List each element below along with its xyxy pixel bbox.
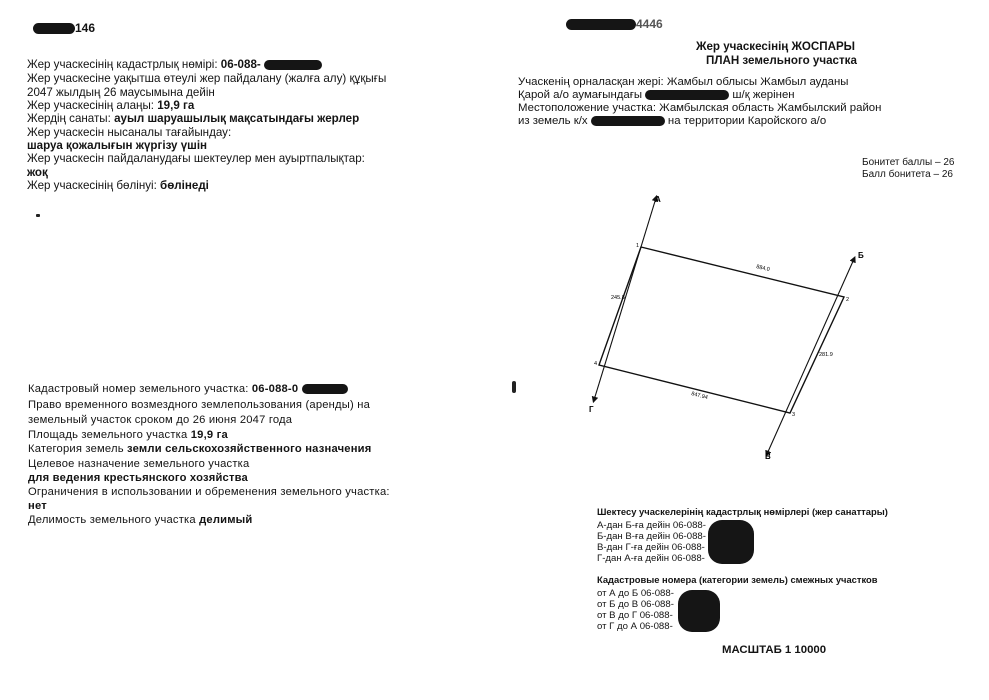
land-plot-plan bbox=[490, 190, 989, 470]
kz-area: Жер учаскесінің алаңы: 19,9 га bbox=[27, 99, 195, 112]
plan-scale: МАСШТАБ 1 10000 bbox=[722, 644, 827, 656]
neighbors-ru-row: от Г до А 06-088- bbox=[597, 621, 673, 632]
plan-title-kz: Жер учаскесінің ЖОСПАРЫ bbox=[696, 40, 856, 53]
neighbors-kz-row: Б-дан В-ға дейін 06-088- bbox=[597, 531, 706, 542]
ru-purpose-label: Целевое назначение земельного участка bbox=[28, 458, 250, 470]
ru-divisibility: Делимость земельного участка делимый bbox=[28, 514, 253, 526]
neighbors-ru-row: от В до Г 06-088- bbox=[597, 610, 673, 621]
scan-speck bbox=[512, 381, 516, 393]
ru-cadastral-number: Кадастровый номер земельного участка: 06-088-0 bbox=[28, 383, 348, 396]
side-length-1-2: 884.0 bbox=[755, 264, 771, 274]
direction-b: Б bbox=[858, 251, 864, 260]
doc-number: 146 bbox=[33, 22, 95, 35]
direction-v: В bbox=[765, 452, 771, 461]
side-length-4-1: 245.8 bbox=[611, 295, 625, 301]
location-ru-line1: Местоположение участка: Жамбылская область Жамбылский район bbox=[518, 102, 882, 114]
ru-category: Категория земель земли сельскохозяйственного назначения bbox=[28, 443, 372, 455]
neighbors-kz-row: Г-дан А-ға дейін 06-088- bbox=[597, 553, 705, 564]
kz-cadastral-number: Жер учаскесінің кадастрлық нөмірі: 06-088- bbox=[27, 58, 322, 71]
location-ru-line2: из земель к/х на территории Каройского а/о bbox=[518, 115, 827, 127]
kz-restrictions-value: жоқ bbox=[27, 166, 48, 179]
kz-use-right-line1: Жер учаскесіне уақытша өтеулі жер пайдалану (жалға алу) құқығы bbox=[27, 72, 387, 85]
neighbors-ru-row: от А до Б 06-088- bbox=[597, 588, 674, 599]
corner-2: 2 bbox=[846, 297, 850, 303]
neighbors-ru-heading: Кадастровые номера (категории земель) смежных участков bbox=[597, 574, 878, 585]
redaction-mark bbox=[678, 590, 720, 632]
plan-title-ru: ПЛАН земельного участка bbox=[706, 54, 857, 67]
direction-a: А bbox=[655, 195, 661, 204]
redaction-mark bbox=[645, 90, 729, 100]
left-page-kz-ru-certificate bbox=[0, 0, 470, 700]
neighbors-ru-row: от Б до В 06-088- bbox=[597, 599, 674, 610]
corner-1: 1 bbox=[636, 243, 640, 249]
side-length-2-3: 281.9 bbox=[819, 352, 833, 358]
ru-rights-line1: Право временного возмездного землепользования (аренды) на bbox=[28, 399, 371, 411]
ru-purpose-value: для ведения крестьянского хозяйства bbox=[28, 472, 248, 484]
parcel-boundary bbox=[599, 247, 844, 413]
corner-4: 4 bbox=[594, 361, 598, 367]
kz-purpose-label: Жер учаскесін нысаналы тағайындау: bbox=[27, 126, 232, 139]
redaction-mark bbox=[264, 60, 322, 70]
kz-purpose-value: шаруа қожалығын жүргізу үшін bbox=[27, 139, 208, 152]
axis-a-g bbox=[594, 198, 656, 400]
neighbors-kz-row: А-дан Б-ға дейін 06-088- bbox=[597, 520, 706, 531]
bonitet-ru: Балл бонитета – 26 bbox=[862, 169, 953, 180]
kz-category: Жердің санаты: ауыл шаруашылық мақсатындағы жерлер bbox=[27, 112, 360, 125]
corner-3: 3 bbox=[792, 412, 796, 418]
direction-g: Г bbox=[589, 405, 594, 414]
neighbors-kz-row: В-дан Г-ға дейін 06-088- bbox=[597, 542, 705, 553]
neighbors-kz-heading: Шектесу учаскелерінің кадастрлық нөмірлері (жер санаттары) bbox=[597, 506, 888, 517]
redaction-mark bbox=[566, 19, 636, 30]
scan-speck bbox=[36, 214, 40, 217]
redaction-mark bbox=[302, 384, 348, 394]
location-kz-line1: Учаскенің орналасқан жері: Жамбыл облысы Жамбыл ауданы bbox=[518, 76, 849, 88]
side-length-3-4: 847.94 bbox=[690, 391, 709, 402]
redaction-mark bbox=[33, 23, 75, 34]
ru-area: Площадь земельного участка 19,9 га bbox=[28, 429, 228, 441]
location-kz-line2: Қарой а/о аумағындағы ш/қ жерінен bbox=[518, 89, 795, 101]
kz-restrictions-label: Жер учаскесін пайдаланудағы шектеулер мен ауыртпалықтар: bbox=[27, 152, 365, 165]
ru-restrictions-value: нет bbox=[28, 500, 47, 512]
plan-doc-number: 4446 bbox=[566, 18, 663, 31]
bonitet-kz: Бонитет баллы – 26 bbox=[862, 157, 955, 168]
right-page-land-plan bbox=[490, 0, 989, 700]
redaction-mark bbox=[591, 116, 665, 126]
kz-divisibility: Жер учаскесінің бөлінуі: бөлінеді bbox=[27, 179, 209, 192]
ru-restrictions-label: Ограничения в использовании и обременения земельного участка: bbox=[28, 486, 390, 498]
redaction-mark bbox=[708, 520, 754, 564]
kz-use-right-line2: 2047 жылдың 26 маусымына дейін bbox=[27, 86, 215, 99]
ru-rights-line2: земельный участок сроком до 26 июня 2047 года bbox=[28, 414, 293, 426]
